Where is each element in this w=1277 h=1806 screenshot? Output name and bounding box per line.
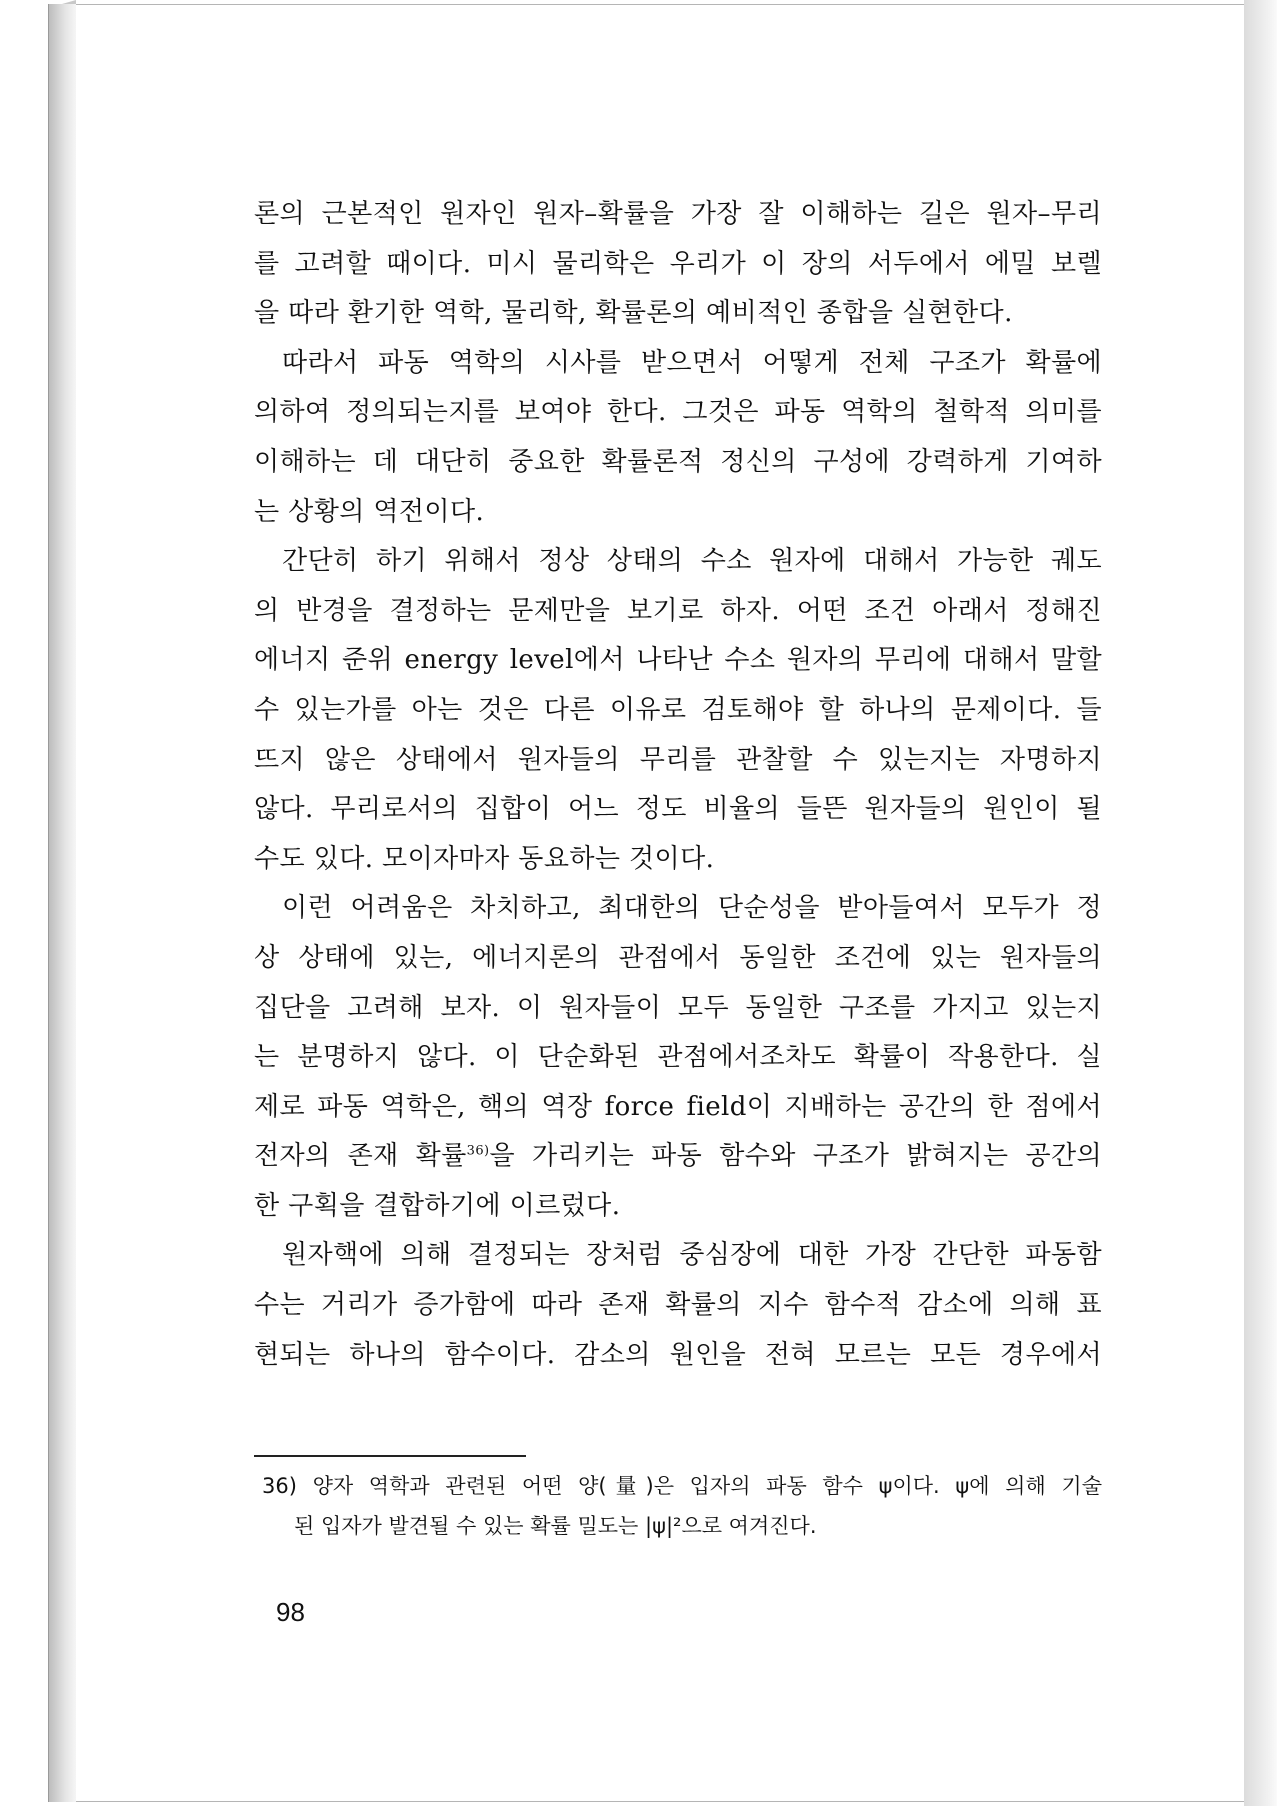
text-line-content: 한 구획을 결합하기에 이르렀다. [254,1190,621,1221]
text-line [254,884,1102,934]
text-line-content: 제로 파동 역학은, 핵의 역장 force field이 지배하는 공간의 한 점에서 [254,1091,1102,1122]
text-line [254,835,1102,885]
text-line [254,1182,1102,1232]
text-line-content: 전자의 존재 확률 [254,1141,467,1172]
text-line [254,1033,1102,1083]
text-line [254,1132,1102,1182]
text-line [254,984,1102,1034]
text-line [254,785,1102,835]
text-line [254,289,1102,339]
book-right-edge [1244,0,1277,1806]
text-line-content: 이런 어려움은 차치하고, 최대한의 단순성을 받아들여서 모두가 정 [282,893,1102,924]
text-line [254,1231,1102,1281]
text-line [254,736,1102,786]
text-line-content: 간단히 하기 위해서 정상 상태의 수소 원자에 대해서 가능한 궤도 [282,546,1102,577]
footnote [262,1466,1102,1546]
footnote-separator [254,1455,526,1457]
page-number: 98 [276,1597,305,1627]
text-line-content: 을 가리키는 파동 함수와 구조가 밝혀지는 공간의 [489,1141,1102,1172]
text-line-content: 의하여 정의되는지를 보여야 한다. 그것은 파동 역학의 철학적 의미를 [254,397,1102,428]
footnote-line: 된 입자가 발견될 수 있는 확률 밀도는 |ψ|²으로 여겨진다. [294,1514,817,1538]
text-line-content: 론의 근본적인 원자인 원자–확률을 가장 잘 이해하는 길은 원자–무리 [254,199,1102,229]
text-line-content: 수도 있다. 모이자마자 동요하는 것이다. [254,843,715,874]
text-line-content: 는 분명하지 않다. 이 단순화된 관점에서조차도 확률이 작용한다. 실 [254,1042,1102,1073]
book-left-edge [48,4,77,1802]
text-line [254,1083,1102,1133]
text-line-content: 원자핵에 의해 결정되는 장처럼 중심장에 대한 가장 간단한 파동함 [282,1240,1102,1271]
text-line [254,934,1102,984]
footnote-reference: 36) [466,1143,490,1159]
text-line [254,587,1102,637]
text-line-content: 뜨지 않은 상태에서 원자들의 무리를 관찰할 수 있는지는 자명하지 [254,744,1102,775]
text-line [254,686,1102,736]
text-line-content: 상 상태에 있는, 에너지론의 관점에서 동일한 조건에 있는 원자들의 [254,942,1102,973]
text-line [254,240,1102,290]
text-line [254,636,1102,686]
text-line-content: 현되는 하나의 함수이다. 감소의 원인을 전혀 모르는 모든 경우에서 [254,1339,1102,1370]
text-line [254,339,1102,389]
text-line [254,1281,1102,1331]
body-text [254,190,1102,1380]
text-line [254,438,1102,488]
text-line-content: 수 있는가를 아는 것은 다른 이유로 검토해야 할 하나의 문제이다. 들 [254,694,1102,725]
text-line [254,488,1102,538]
text-line-content: 에너지 준위 energy level에서 나타난 수소 원자의 무리에 대해서 말할 [254,645,1102,676]
text-line [254,388,1102,438]
text-line-content: 집단을 고려해 보자. 이 원자들이 모두 동일한 구조를 가지고 있는지 [254,992,1102,1023]
text-line-content: 따라서 파동 역학의 시사를 받으면서 어떻게 전체 구조가 확률에 [282,347,1102,378]
text-line [254,537,1102,587]
text-line [254,190,1102,240]
text-line-content: 수는 거리가 증가함에 따라 존재 확률의 지수 함수적 감소에 의해 표 [254,1290,1102,1321]
text-line-content: 는 상황의 역전이다. [254,496,485,527]
text-line-content: 이해하는 데 대단히 중요한 확률론적 정신의 구성에 강력하게 기여하 [254,446,1102,477]
text-line-content: 를 고려할 때이다. 미시 물리학은 우리가 이 장의 서두에서 에밀 보렐 [254,248,1102,279]
footnote-line: 36) 양자 역학과 관련된 어떤 양(量)은 입자의 파동 함수 ψ이다. ψ에 의해 기술 [262,1474,1102,1498]
text-line-content: 의 반경을 결정하는 문제만을 보기로 하자. 어떤 조건 아래서 정해진 [254,595,1102,626]
text-line-content: 을 따라 환기한 역학, 물리학, 확률론의 예비적인 종합을 실현한다. [254,298,1013,329]
text-line-content: 않다. 무리로서의 집합이 어느 정도 비율의 들뜬 원자들의 원인이 될 [254,794,1102,825]
text-line [254,1331,1102,1381]
